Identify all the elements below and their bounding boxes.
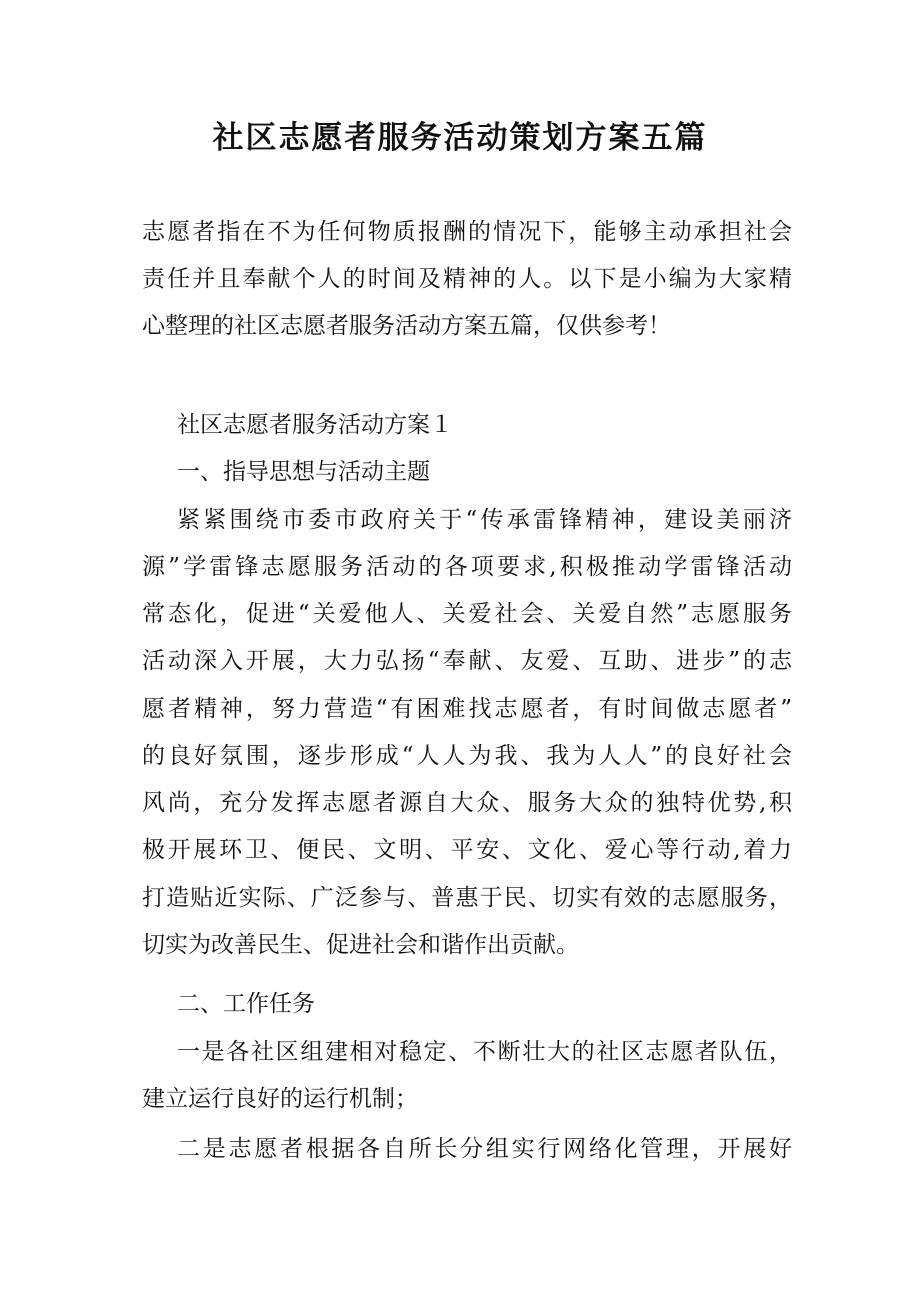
- paragraph-line: 的良好氛围，逐步形成“人人为我、我为人人”的良好社会: [142, 743, 792, 769]
- paragraph-line: 源”学雷锋志愿服务活动的各项要求,积极推动学雷锋活动: [142, 554, 792, 580]
- paragraph-line: 愿者精神，努力营造“有困难找志愿者，有时间做志愿者”: [142, 696, 792, 722]
- paragraph-line: 切实为改善民生、促进社会和谐作出贡献。: [142, 932, 579, 958]
- paragraph-line: 常态化，促进“关爱他人、关爱社会、关爱自然”志愿服务: [142, 601, 792, 627]
- paragraph-line: 极开展环卫、便民、文明、平安、文化、爱心等行动,着力: [142, 837, 792, 863]
- intro-line: 责任并且奉献个人的时间及精神的人。以下是小编为大家精: [142, 266, 792, 292]
- paragraph-line: 风尚，充分发挥志愿者源自大众、服务大众的独特优势,积: [142, 790, 792, 816]
- paragraph-line: 建立运行良好的运行机制；: [142, 1086, 418, 1112]
- paragraph-line: 紧紧围绕市委市政府关于“传承雷锋精神，建设美丽济: [177, 507, 792, 533]
- heading-guiding-ideology: 一、指导思想与活动主题: [177, 459, 430, 485]
- intro-line: 志愿者指在不为任何物质报酬的情况下，能够主动承担社会: [142, 219, 792, 245]
- intro-line: 心整理的社区志愿者服务活动方案五篇，仅供参考！: [142, 313, 671, 339]
- paragraph-line: 二是志愿者根据各自所长分组实行网络化管理，开展好: [177, 1136, 792, 1162]
- section-title: 社区志愿者服务活动方案１: [177, 412, 453, 438]
- document-title: 社区志愿者服务活动策划方案五篇: [212, 120, 708, 156]
- paragraph-line: 一是各社区组建相对稳定、不断壮大的社区志愿者队伍，: [177, 1039, 792, 1065]
- paragraph-line: 活动深入开展，大力弘扬“奉献、友爱、互助、进步”的志: [142, 648, 792, 674]
- paragraph-line: 打造贴近实际、广泛参与、普惠于民、切实有效的志愿服务，: [142, 885, 792, 911]
- heading-work-tasks: 二、工作任务: [177, 991, 315, 1017]
